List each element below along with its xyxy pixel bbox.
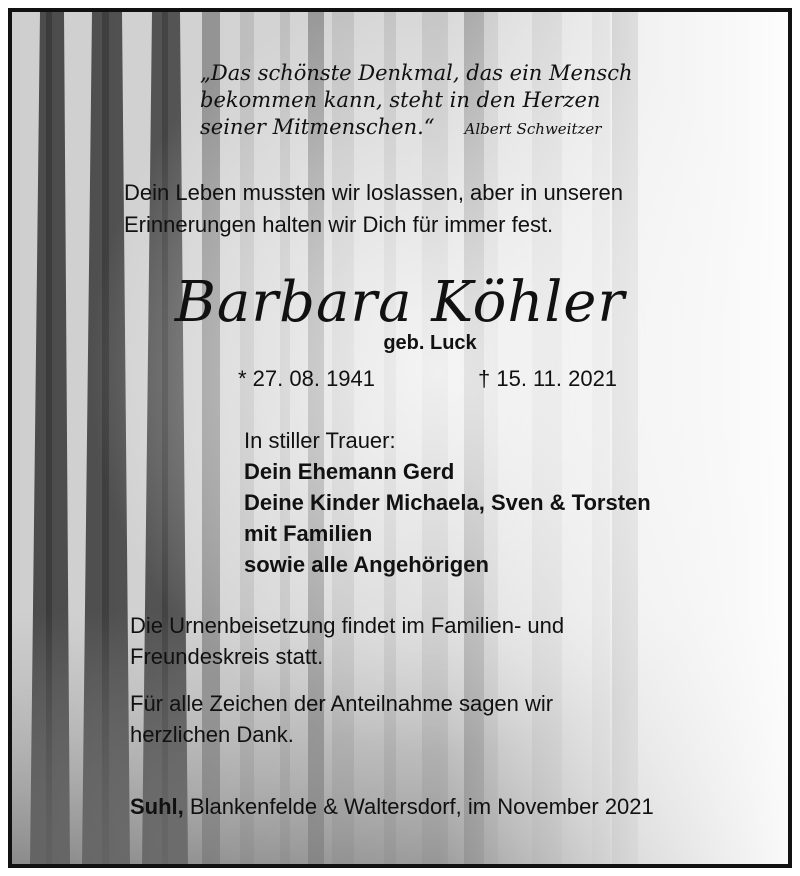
quote-line: bekommen kann, steht in den Herzen: [200, 88, 601, 112]
intro-line: Erinnerungen halten wir Dich für immer fest.: [124, 212, 554, 237]
burial-line: Die Urnenbeisetzung findet im Familien- und: [130, 613, 565, 638]
notice-text: [12, 12, 788, 864]
quote-author: Albert Schweitzer: [464, 120, 602, 138]
quote-line: „Das schönste Denkmal, das ein Mensch: [200, 61, 633, 85]
thanks-note: [130, 688, 553, 750]
intro-line: Dein Leben mussten wir loslassen, aber in unseren: [124, 180, 623, 205]
mourner-line: mit Familien: [244, 521, 373, 546]
mourner-line: Dein Ehemann Gerd: [244, 459, 455, 484]
town: Suhl,: [130, 794, 184, 819]
burial-note: [130, 610, 564, 672]
mourners-heading: In stiller Trauer:: [244, 428, 396, 453]
death-date: † 15. 11. 2021: [478, 366, 618, 391]
deceased-name: Barbara Köhler: [174, 270, 626, 335]
maiden-name: geb. Luck: [383, 332, 477, 354]
quote: [200, 60, 633, 143]
intro-text: [124, 177, 623, 241]
mourner-line: sowie alle Angehörigen: [244, 552, 489, 577]
thanks-line: herzlichen Dank.: [130, 722, 294, 747]
mourners: [244, 425, 651, 580]
place-and-date: [130, 794, 654, 820]
thanks-line: Für alle Zeichen der Anteilnahme sagen wir: [130, 691, 554, 716]
quote-line: seiner Mitmenschen.“ Albert Schweitzer: [200, 115, 602, 139]
birth-date: * 27. 08. 1941: [238, 366, 376, 391]
mourner-line: Deine Kinder Michaela, Sven & Torsten: [244, 490, 651, 515]
place-rest: Blankenfelde & Waltersdorf, im November 2021: [189, 794, 654, 819]
burial-line: Freundeskreis statt.: [130, 644, 324, 669]
obituary-notice: [8, 8, 792, 868]
